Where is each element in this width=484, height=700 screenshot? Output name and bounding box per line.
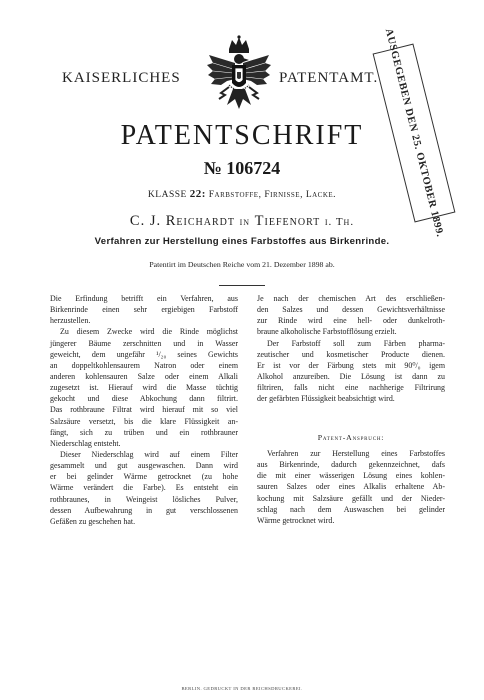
text-line: Niederschlag entsteht.	[50, 438, 121, 448]
text-line: rothbraunes, in Weingeist lösliches Pulver,	[50, 494, 238, 504]
patent-number: № 106724	[203, 158, 281, 178]
patent-date-line: Patentirt im Deutschen Reiche vom 21. Dezember 1898 ab.	[149, 260, 335, 269]
text-line: braune alkoholische Farbstofflösung erzielt.	[257, 327, 397, 337]
klasse-text: Farbstoffe, Firnisse, Lacke.	[208, 190, 337, 200]
right-column	[257, 293, 445, 404]
text-line: dessen Aufbewahrung in gut verschlossenen	[50, 505, 238, 515]
text-line: an doppeltkohlensaurem Natron oder einem	[50, 360, 238, 370]
text-line: gesammelt und gut ausgewaschen. Dann wird	[50, 461, 238, 471]
divider-rule	[219, 285, 265, 286]
inventor-place: Tiefenort	[254, 213, 321, 229]
inventor-suffix: i. Th.	[324, 216, 355, 228]
text-line: den Salzes und dessen Gewichtsverhältnisse	[257, 305, 445, 315]
text-line: Das rothbraune Filtrat wird hierauf mit so viel	[50, 405, 238, 415]
text-line: Wärme verändert die Farbe). Es entsteht ein	[50, 483, 238, 493]
text-line: zur Rinde wird eine hell- oder dunkelroth-	[257, 316, 445, 326]
document-title: PATENTSCHRIFT	[120, 120, 364, 151]
claim-text	[257, 448, 445, 526]
text-line: Je nach der chemischen Art des erschließen-	[257, 294, 445, 303]
text-line: fängt, sich zu trüben und ein rothbrauner	[50, 427, 238, 437]
text-line: geweicht, dem ungefähr ¹/₂₀ seines Gewichts	[50, 349, 238, 359]
invention-title: Verfahren zur Herstellung eines Farbstoffes aus Birkenrinde.	[94, 236, 390, 247]
text-line: jüngerer Bäume zerschnitten und in Wasser	[50, 338, 238, 348]
klasse-label: KLASSE	[147, 190, 187, 200]
stamp-text: AUSGEGEBEN DEN 25. OKTOBER 1899.	[382, 27, 446, 239]
text-line: Salzsäure versetzt, bis die klare Flüssigkeit an-	[50, 416, 238, 426]
text-line: zeutischer und kosmetischer Producte dienen.	[257, 349, 445, 359]
header-kaiserliches: KAISERLICHES	[62, 70, 181, 86]
text-line: sauren Salzes oder eines Alkalis erhaltene Ab-	[257, 482, 445, 492]
text-line: aus Birkenrinde, dadurch gekennzeichnet, dafs	[257, 460, 445, 470]
text-line: Dieser Niederschlag wird auf einem Filter	[60, 449, 238, 459]
printer-footer: BERLIN. GEDRUCKT IN DER REICHSDRUCKEREI.	[181, 686, 303, 691]
text-line: die mit einer wässerigen Lösung eines kohlen-	[257, 471, 445, 481]
text-line: Verfahren zur Herstellung eines Farbstoffes	[267, 449, 445, 458]
text-line: filtriren, falls nicht eine nachherige Filtrirung	[257, 383, 445, 393]
inventor-name: C. J. Reichardt	[129, 213, 235, 229]
patent-class	[0, 188, 484, 200]
text-line: anderen kohlensauren Salze oder einem Alkali	[50, 371, 238, 381]
klasse-number: 22:	[189, 188, 206, 200]
text-line: herzustellen.	[50, 316, 91, 326]
claim-heading: Patent-Anspruch:	[317, 433, 385, 442]
header-patentamt: PATENTAMT.	[279, 70, 379, 86]
text-line: er bei gelinder Wärme getrocknet (zu hohe	[50, 472, 238, 482]
text-line: gekocht und diese Abkochung dann filtrirt.	[50, 394, 238, 404]
text-line: zugesetzt ist. Hierauf wird die Masse tüchtig	[50, 383, 238, 393]
text-line: Er ist vor der Färbung stets mit 90⁰/₀ igem	[257, 360, 445, 370]
text-line: schlag nach dem Auswaschen bei gelinder	[257, 504, 445, 514]
text-line: Der Farbstoff soll zum Färben pharma-	[267, 338, 445, 348]
text-line: Die Erfindung betrifft ein Verfahren, aus	[50, 294, 238, 303]
inventor-in: in	[239, 216, 251, 228]
left-column	[50, 293, 238, 527]
inventor-line	[0, 213, 484, 230]
text-line: Alkohol anzureiben. Die Lösung ist dann zu	[257, 371, 445, 381]
text-line: kochung mit Salzsäure gefällt und der Nieder-	[257, 493, 445, 503]
text-line: Wärme getrocknet wird.	[257, 515, 335, 525]
text-line: Gefäßen zu geschehen hat.	[50, 516, 136, 526]
text-line: der gefärbten Flüssigkeit beabsichtigt wird.	[257, 394, 395, 404]
text-line: Birkenrinde einen sehr ergiebigen Farbstoff	[50, 305, 238, 315]
imperial-eagle-icon	[205, 35, 273, 117]
text-line: Zu diesem Zwecke wird die Rinde möglichst	[60, 327, 238, 337]
